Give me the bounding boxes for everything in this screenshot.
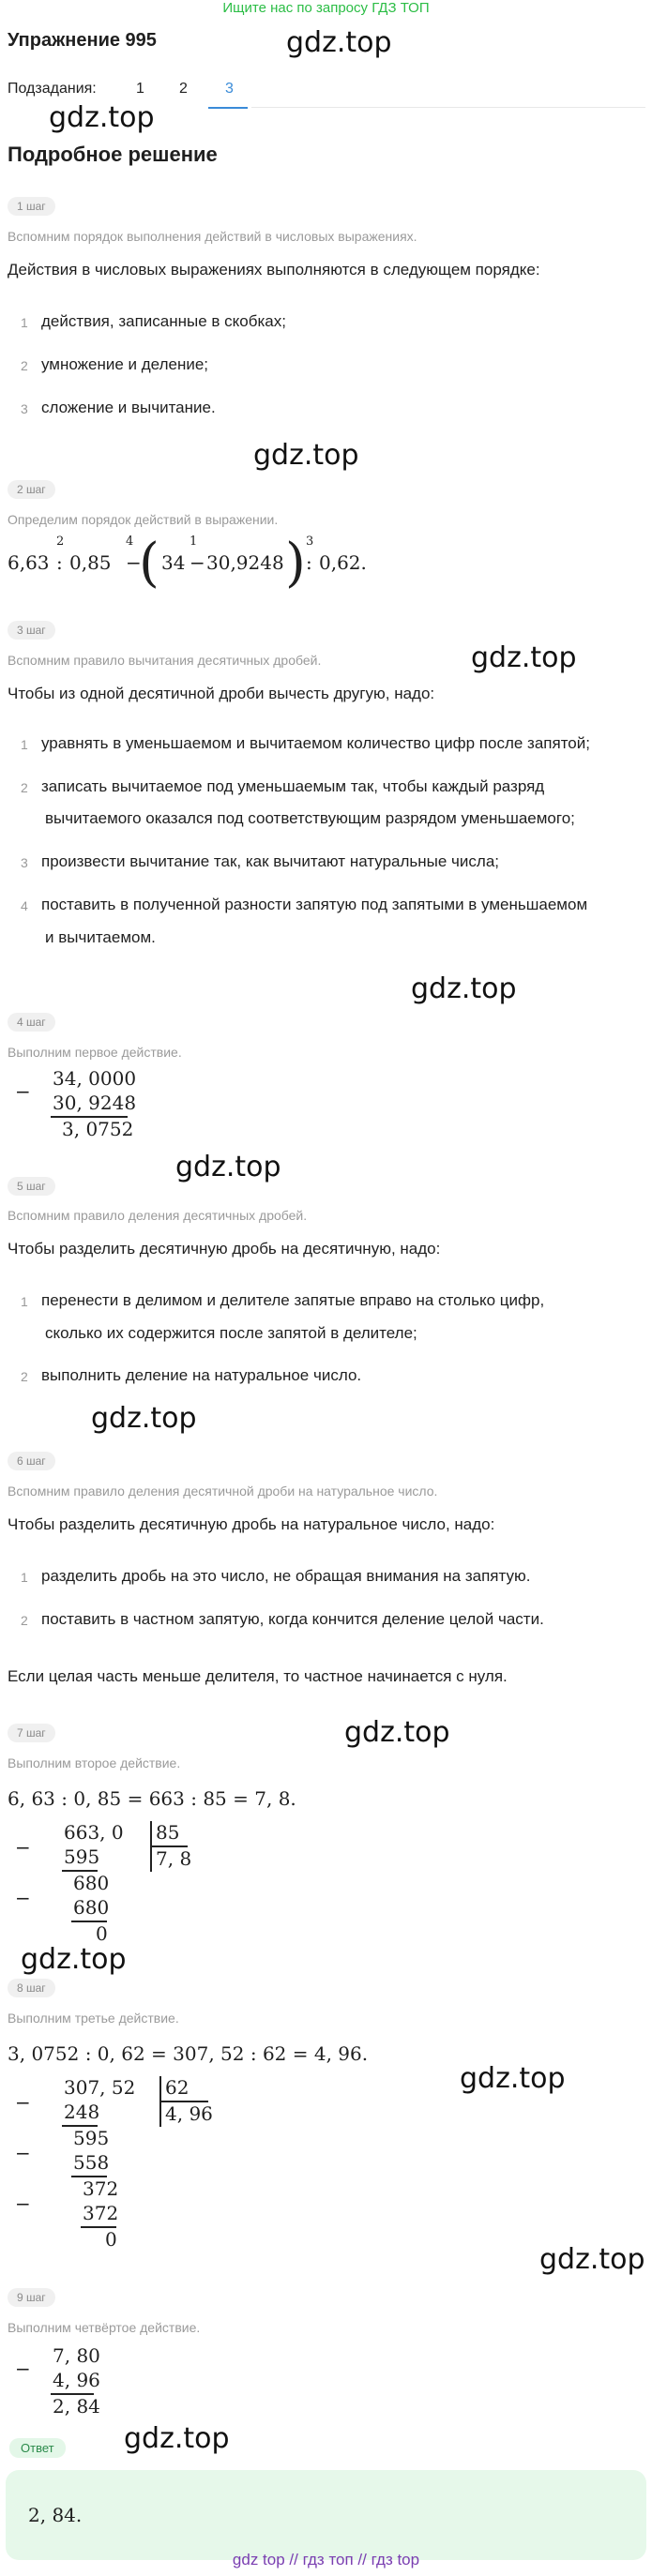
step-text: Чтобы из одной десятичной дроби вычесть другую, надо:: [8, 685, 435, 702]
minuend: 7, 80: [53, 2344, 100, 2367]
divisor: 62: [165, 2076, 190, 2099]
step-hint: Вспомним правило деления десятичной дроби на натуральное число.: [8, 1484, 438, 1499]
watermark: gdz.top: [21, 1943, 127, 1976]
watermark: gdz.top: [460, 2062, 566, 2095]
order-expression: [8, 531, 439, 606]
step-badge: 5 шаг: [8, 1177, 55, 1196]
list-item: умножение и деление;: [41, 355, 209, 373]
step-badge: 2 шаг: [8, 480, 55, 499]
watermark: gdz.top: [49, 101, 155, 134]
difference: 2, 84: [53, 2395, 100, 2418]
tab-1[interactable]: 1: [136, 81, 144, 97]
step-text: Чтобы разделить десятичную дробь на десятичную, надо:: [8, 1240, 441, 1258]
list-number: 1: [21, 315, 28, 330]
order-number: 4: [126, 535, 134, 549]
watermark: gdz.top: [344, 1716, 450, 1749]
remainder: 0: [96, 1922, 108, 1945]
remainder: 0: [105, 2228, 117, 2251]
list-number: 3: [21, 401, 28, 416]
subtabs-label: Подзадания:: [8, 81, 97, 97]
order-number: 1: [190, 535, 198, 549]
minus-sign: −: [15, 1836, 31, 1859]
step-badge: 8 шаг: [8, 1979, 55, 1997]
list-number: 1: [21, 737, 28, 752]
step-hint: Выполним четвёртое действие.: [8, 2320, 201, 2335]
list-item: и вычитаемом.: [45, 928, 156, 946]
list-item: действия, записанные в скобках;: [41, 312, 286, 330]
expr-op: −: [190, 551, 205, 574]
minuend: 34, 0000: [53, 1067, 137, 1090]
subtrahend: 4, 96: [53, 2369, 100, 2391]
list-number: 3: [21, 855, 28, 870]
expr-op: :: [56, 551, 63, 574]
minus-sign: −: [15, 2192, 31, 2215]
step-text: Чтобы разделить десятичную дробь на натуральное число, надо:: [8, 1515, 495, 1533]
expr-term: 0,85: [69, 551, 112, 574]
watermark: gdz.top: [253, 439, 359, 472]
tab-3[interactable]: 3: [225, 81, 234, 97]
list-item: записать вычитаемое под уменьшаемым так, чтобы каждый разряд: [41, 777, 545, 795]
paren-open: (: [139, 533, 159, 594]
divisor: 85: [156, 1821, 180, 1844]
tab-2[interactable]: 2: [179, 81, 188, 97]
section-heading: Подробное решение: [8, 143, 218, 166]
expr-op: −: [126, 551, 142, 574]
step-badge: 6 шаг: [8, 1452, 55, 1470]
list-number: 4: [21, 898, 28, 913]
expr-op: :: [306, 551, 312, 574]
answer-value: 2, 84.: [28, 2504, 83, 2526]
list-item: вычитаемого оказался под соответствующим разрядом уменьшаемого;: [45, 809, 575, 827]
order-number: 2: [56, 535, 65, 549]
minus-sign: −: [15, 1887, 31, 1909]
subtracted: 680: [73, 1896, 110, 1919]
watermark: gdz.top: [286, 26, 392, 59]
list-item: поставить в полученной разности запятую под запятыми в уменьшаемом: [41, 896, 588, 913]
step-badge: 7 шаг: [8, 1724, 55, 1742]
divider: [251, 107, 645, 108]
subtracted: 595: [64, 1845, 100, 1868]
list-number: 2: [21, 1613, 28, 1628]
quotient: 7, 8: [156, 1847, 192, 1870]
list-number: 2: [21, 780, 28, 795]
order-number: 3: [306, 535, 314, 549]
subtracted: 372: [83, 2202, 119, 2224]
list-item: сложение и вычитание.: [41, 399, 216, 416]
step-hint: Определим порядок действий в выражении.: [8, 512, 279, 527]
step-hint: Выполним первое действие.: [8, 1045, 182, 1060]
list-item: разделить дробь на это число, не обращая внимания на запятую.: [41, 1567, 531, 1585]
list-item: поставить в частном запятую, когда кончится деление целой части.: [41, 1610, 544, 1628]
step-hint: Вспомним порядок выполнения действий в числовых выражениях.: [8, 229, 417, 244]
expr-term: 0,62.: [319, 551, 367, 574]
computation-line: 6, 63 : 0, 85 = 663 : 85 = 7, 8.: [8, 1787, 296, 1810]
list-number: 2: [21, 1369, 28, 1384]
minus-sign: −: [15, 2091, 31, 2114]
watermark: gdz.top: [411, 972, 517, 1005]
expr-term: 34: [161, 551, 186, 574]
list-item: перенести в делимом и делителе запятые вправо на столько цифр,: [41, 1291, 545, 1309]
step-badge: 1 шаг: [8, 197, 55, 216]
step-badge: 9 шаг: [8, 2288, 55, 2307]
remainder: 372: [83, 2177, 119, 2200]
step-hint: Выполним второе действие.: [8, 1755, 181, 1770]
dividend: 663, 0: [64, 1821, 124, 1844]
expr-term: 6,63: [8, 551, 50, 574]
answer-box: [6, 2470, 646, 2560]
top-banner[interactable]: Ищите нас по запросу ГДЗ ТОП: [222, 0, 430, 16]
expr-term: 30,9248: [206, 551, 284, 574]
dividend: 307, 52: [64, 2076, 136, 2099]
page-title: Упражнение 995: [8, 30, 157, 51]
list-item: уравнять в уменьшаемом и вычитаемом количество цифр после запятой;: [41, 734, 590, 752]
active-tab-indicator: [208, 107, 248, 109]
list-item: выполнить деление на натуральное число.: [41, 1366, 362, 1384]
step-badge: 4 шаг: [8, 1013, 55, 1032]
difference: 3, 0752: [62, 1118, 134, 1140]
list-number: 2: [21, 358, 28, 373]
list-number: 1: [21, 1570, 28, 1585]
subtrahend: 30, 9248: [53, 1092, 137, 1114]
step-text: Действия в числовых выражениях выполняются в следующем порядке:: [8, 261, 540, 279]
watermark: gdz.top: [91, 1402, 197, 1435]
step-hint: Вспомним правило деления десятичных дробей.: [8, 1208, 308, 1223]
footer-links[interactable]: gdz top // гдз топ // гдз top: [232, 2551, 420, 2568]
step-hint: Выполним третье действие.: [8, 2011, 179, 2026]
paren-close: ): [285, 533, 306, 594]
list-item: сколько их содержится после запятой в делителе;: [45, 1324, 417, 1342]
watermark: gdz.top: [471, 641, 577, 674]
list-number: 1: [21, 1294, 28, 1309]
remainder: 595: [73, 2127, 110, 2149]
subtracted: 248: [64, 2101, 100, 2123]
watermark: gdz.top: [539, 2243, 645, 2276]
step-note: Если целая часть меньше делителя, то частное начинается с нуля.: [8, 1667, 508, 1685]
step-badge: 3 шаг: [8, 621, 55, 640]
list-item: произвести вычитание так, как вычитают натуральные числа;: [41, 852, 499, 870]
quotient: 4, 96: [165, 2102, 213, 2125]
minus-sign: −: [15, 2358, 31, 2380]
watermark: gdz.top: [124, 2422, 230, 2455]
minus-sign: −: [15, 2142, 31, 2164]
watermark: gdz.top: [175, 1151, 281, 1183]
remainder: 680: [73, 1872, 110, 1894]
step-hint: Вспомним правило вычитания десятичных дробей.: [8, 653, 322, 668]
computation-line: 3, 0752 : 0, 62 = 307, 52 : 62 = 4, 96.: [8, 2042, 369, 2065]
minus-sign: −: [15, 1080, 31, 1103]
answer-badge: Ответ: [9, 2438, 66, 2458]
subtracted: 558: [73, 2151, 110, 2174]
